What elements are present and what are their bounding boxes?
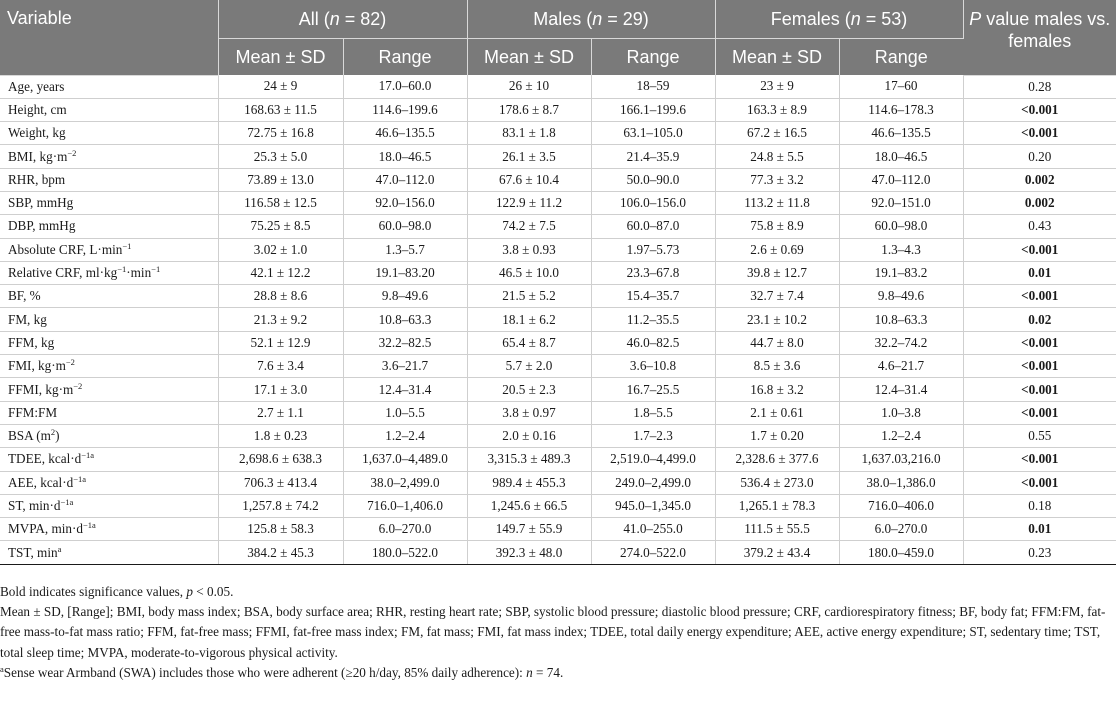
- pvalue-cell: 0.28: [963, 75, 1116, 98]
- females-mean-cell: 113.2 ± 11.8: [715, 191, 839, 214]
- pvalue-cell: <0.001: [963, 378, 1116, 401]
- table-row: [0, 401, 1116, 424]
- variable-label: TDEE, kcal·d: [8, 451, 82, 467]
- variable-cell: [0, 168, 218, 191]
- females-range-cell: 12.4–31.4: [839, 378, 963, 401]
- table-row: [0, 98, 1116, 121]
- males-mean-cell: 3.8 ± 0.97: [467, 401, 591, 424]
- females-range-cell: 10.8–63.3: [839, 308, 963, 331]
- variable-label-tail: ): [55, 428, 60, 444]
- table-row: [0, 75, 1116, 98]
- variable-cell: [0, 98, 218, 121]
- females-range-header: Range: [839, 39, 963, 76]
- table-row: [0, 378, 1116, 401]
- variable-label: RHR, bpm: [8, 171, 66, 187]
- variable-cell: [0, 424, 218, 447]
- males-mean-cell: 122.9 ± 11.2: [467, 191, 591, 214]
- all-range-cell: 3.6–21.7: [343, 355, 467, 378]
- females-mean-cell: 379.2 ± 43.4: [715, 541, 839, 564]
- variable-label: Age, years: [8, 78, 65, 94]
- males-range-cell: 21.4–35.9: [591, 145, 715, 168]
- females-mean-cell: 536.4 ± 273.0: [715, 471, 839, 494]
- table-row: [0, 308, 1116, 331]
- variable-cell: [0, 494, 218, 517]
- variable-label: FFM, kg: [8, 334, 55, 350]
- abbreviations-note: Mean ± SD, [Range]; BMI, body mass index; BSA, body surface area; RHR, resting heart rate; SBP, systolic blood pressure; diastolic blood pressure; CRF, cardiorespiratory fitness; BF, body fat; FFM:FM, fat-free mass-to-fat mass ratio; FFM, fat-free mass; FFMI, fat-free mass index; FM, fat mass; FMI, fat mass index; TDEE, total daily energy expenditure; AEE, active energy expenditure; ST, sedentary time; TST, total sleep time; MVPA, moderate-to-vigorous physical activity.: [0, 604, 1106, 660]
- pvalue-cell: <0.001: [963, 122, 1116, 145]
- all-mean-cell: 384.2 ± 45.3: [218, 541, 343, 564]
- females-range-cell: 18.0–46.5: [839, 145, 963, 168]
- males-mean-cell: 392.3 ± 48.0: [467, 541, 591, 564]
- pvalue-cell: <0.001: [963, 355, 1116, 378]
- variable-cell: [0, 122, 218, 145]
- pvalue-cell: <0.001: [963, 401, 1116, 424]
- all-mean-cell: 72.75 ± 16.8: [218, 122, 343, 145]
- females-mean-cell: 2.6 ± 0.69: [715, 238, 839, 261]
- females-range-cell: 46.6–135.5: [839, 122, 963, 145]
- males-range-cell: 166.1–199.6: [591, 98, 715, 121]
- pvalue-cell: 0.002: [963, 168, 1116, 191]
- variable-label: Weight, kg: [8, 125, 66, 141]
- table-row: [0, 518, 1116, 541]
- females-mean-cell: 2.1 ± 0.61: [715, 401, 839, 424]
- unit-superscript: −1a: [73, 473, 87, 484]
- all-range-cell: 17.0–60.0: [343, 75, 467, 98]
- females-range-cell: 17–60: [839, 75, 963, 98]
- pvalue-cell: <0.001: [963, 471, 1116, 494]
- variable-label: SBP, mmHg: [8, 195, 74, 211]
- pvalue-cell: <0.001: [963, 331, 1116, 354]
- males-mean-cell: 3.8 ± 0.93: [467, 238, 591, 261]
- variable-cell: [0, 331, 218, 354]
- table-row: [0, 145, 1116, 168]
- all-range-cell: 18.0–46.5: [343, 145, 467, 168]
- all-range-cell: 1.3–5.7: [343, 238, 467, 261]
- variable-cell: [0, 261, 218, 284]
- variable-cell: [0, 541, 218, 564]
- all-range-cell: 1,637.0–4,489.0: [343, 448, 467, 471]
- pvalue-cell: <0.001: [963, 238, 1116, 261]
- variable-cell: [0, 448, 218, 471]
- table-row: [0, 448, 1116, 471]
- males-range-cell: 106.0–156.0: [591, 191, 715, 214]
- all-mean-cell: 21.3 ± 9.2: [218, 308, 343, 331]
- males-mean-cell: 26 ± 10: [467, 75, 591, 98]
- variable-label: Height, cm: [8, 101, 67, 117]
- females-mean-cell: 77.3 ± 3.2: [715, 168, 839, 191]
- table-body: [0, 75, 1116, 564]
- males-range-cell: 945.0–1,345.0: [591, 494, 715, 517]
- table-row: [0, 191, 1116, 214]
- all-mean-cell: 75.25 ± 8.5: [218, 215, 343, 238]
- all-mean-cell: 24 ± 9: [218, 75, 343, 98]
- unit-superscript: −1: [122, 240, 132, 251]
- pvalue-cell: 0.01: [963, 261, 1116, 284]
- all-mean-cell: 2.7 ± 1.1: [218, 401, 343, 424]
- males-range-cell: 60.0–87.0: [591, 215, 715, 238]
- males-mean-cell: 989.4 ± 455.3: [467, 471, 591, 494]
- females-mean-header: Mean ± SD: [715, 39, 839, 76]
- males-range-header: Range: [591, 39, 715, 76]
- variable-label: FM, kg: [8, 311, 47, 327]
- variable-cell: [0, 285, 218, 308]
- females-mean-cell: 23.1 ± 10.2: [715, 308, 839, 331]
- females-range-cell: 9.8–49.6: [839, 285, 963, 308]
- males-range-cell: 1.97–5.73: [591, 238, 715, 261]
- variable-cell: [0, 401, 218, 424]
- all-mean-cell: 42.1 ± 12.2: [218, 261, 343, 284]
- variable-label: FFMI, kg·m: [8, 381, 74, 397]
- males-range-cell: 11.2–35.5: [591, 308, 715, 331]
- all-range-cell: 1.2–2.4: [343, 424, 467, 447]
- all-mean-header: Mean ± SD: [218, 39, 343, 76]
- all-range-cell: 38.0–2,499.0: [343, 471, 467, 494]
- variable-cell: [0, 75, 218, 98]
- females-range-cell: 47.0–112.0: [839, 168, 963, 191]
- all-range-cell: 1.0–5.5: [343, 401, 467, 424]
- males-mean-cell: 20.5 ± 2.3: [467, 378, 591, 401]
- females-range-cell: 19.1–83.2: [839, 261, 963, 284]
- unit-superscript: a: [57, 543, 62, 554]
- group-header-all: All (n = 82): [218, 0, 467, 39]
- males-mean-cell: 3,315.3 ± 489.3: [467, 448, 591, 471]
- variable-cell: [0, 355, 218, 378]
- males-range-cell: 23.3–67.8: [591, 261, 715, 284]
- unit-superscript: −2: [65, 357, 75, 368]
- females-range-cell: 180.0–459.0: [839, 541, 963, 564]
- males-mean-cell: 26.1 ± 3.5: [467, 145, 591, 168]
- unit-superscript: 2: [50, 427, 56, 438]
- females-mean-cell: 8.5 ± 3.6: [715, 355, 839, 378]
- all-range-cell: 114.6–199.6: [343, 98, 467, 121]
- males-range-cell: 18–59: [591, 75, 715, 98]
- variable-cell: [0, 215, 218, 238]
- males-mean-header: Mean ± SD: [467, 39, 591, 76]
- variable-cell: [0, 145, 218, 168]
- males-mean-cell: 83.1 ± 1.8: [467, 122, 591, 145]
- variable-cell: [0, 238, 218, 261]
- variable-label: DBP, mmHg: [8, 218, 76, 234]
- pvalue-header: P value males vs. females: [963, 0, 1116, 75]
- females-range-cell: 1.0–3.8: [839, 401, 963, 424]
- all-mean-cell: 168.63 ± 11.5: [218, 98, 343, 121]
- table-header: [0, 0, 1116, 75]
- all-range-cell: 6.0–270.0: [343, 518, 467, 541]
- pvalue-cell: 0.23: [963, 541, 1116, 564]
- table-row: [0, 285, 1116, 308]
- variable-header: Variable: [0, 0, 218, 75]
- all-mean-cell: 1,257.8 ± 74.2: [218, 494, 343, 517]
- all-mean-cell: 116.58 ± 12.5: [218, 191, 343, 214]
- pvalue-cell: <0.001: [963, 285, 1116, 308]
- males-mean-cell: 178.6 ± 8.7: [467, 98, 591, 121]
- all-mean-cell: 7.6 ± 3.4: [218, 355, 343, 378]
- males-range-cell: 46.0–82.5: [591, 331, 715, 354]
- group-header-males: Males (n = 29): [467, 0, 715, 39]
- females-mean-cell: 1,265.1 ± 78.3: [715, 494, 839, 517]
- table-row: [0, 215, 1116, 238]
- variable-cell: [0, 378, 218, 401]
- variable-cell: [0, 191, 218, 214]
- table-row: [0, 331, 1116, 354]
- males-range-cell: 274.0–522.0: [591, 541, 715, 564]
- significance-note: Bold indicates significance values, p < 0.05.: [0, 584, 234, 599]
- males-mean-cell: 65.4 ± 8.7: [467, 331, 591, 354]
- males-mean-cell: 5.7 ± 2.0: [467, 355, 591, 378]
- females-mean-cell: 32.7 ± 7.4: [715, 285, 839, 308]
- all-mean-cell: 1.8 ± 0.23: [218, 424, 343, 447]
- females-mean-cell: 2,328.6 ± 377.6: [715, 448, 839, 471]
- females-mean-cell: 163.3 ± 8.9: [715, 98, 839, 121]
- females-mean-cell: 44.7 ± 8.0: [715, 331, 839, 354]
- pvalue-cell: 0.43: [963, 215, 1116, 238]
- all-mean-cell: 125.8 ± 58.3: [218, 518, 343, 541]
- females-range-cell: 114.6–178.3: [839, 98, 963, 121]
- males-mean-cell: 18.1 ± 6.2: [467, 308, 591, 331]
- variable-label: Absolute CRF, L·min: [8, 241, 123, 257]
- all-range-cell: 92.0–156.0: [343, 191, 467, 214]
- all-mean-cell: 2,698.6 ± 638.3: [218, 448, 343, 471]
- males-range-cell: 1.8–5.5: [591, 401, 715, 424]
- variable-cell: [0, 308, 218, 331]
- variable-label: ST, min·d: [8, 497, 61, 513]
- females-range-cell: 1,637.03,216.0: [839, 448, 963, 471]
- all-mean-cell: 25.3 ± 5.0: [218, 145, 343, 168]
- males-range-cell: 3.6–10.8: [591, 355, 715, 378]
- unit-superscript: −1a: [81, 450, 95, 461]
- males-range-cell: 2,519.0–4,499.0: [591, 448, 715, 471]
- all-range-cell: 12.4–31.4: [343, 378, 467, 401]
- all-mean-cell: 706.3 ± 413.4: [218, 471, 343, 494]
- table-row: [0, 541, 1116, 564]
- all-mean-cell: 52.1 ± 12.9: [218, 331, 343, 354]
- females-range-cell: 60.0–98.0: [839, 215, 963, 238]
- group-header-females: Females (n = 53): [715, 0, 963, 39]
- table-row: [0, 424, 1116, 447]
- variable-label: FFM:FM: [8, 404, 58, 420]
- all-mean-cell: 28.8 ± 8.6: [218, 285, 343, 308]
- all-range-cell: 32.2–82.5: [343, 331, 467, 354]
- all-range-cell: 10.8–63.3: [343, 308, 467, 331]
- table-row: [0, 471, 1116, 494]
- males-range-cell: 50.0–90.0: [591, 168, 715, 191]
- females-mean-cell: 75.8 ± 8.9: [715, 215, 839, 238]
- females-range-cell: 38.0–1,386.0: [839, 471, 963, 494]
- variable-label: MVPA, min·d: [8, 521, 83, 537]
- females-mean-cell: 23 ± 9: [715, 75, 839, 98]
- variable-label: FMI, kg·m: [8, 358, 66, 374]
- males-mean-cell: 2.0 ± 0.16: [467, 424, 591, 447]
- unit-superscript: −1a: [83, 520, 96, 531]
- all-range-cell: 60.0–98.0: [343, 215, 467, 238]
- table-row: [0, 261, 1116, 284]
- females-range-cell: 1.2–2.4: [839, 424, 963, 447]
- pvalue-cell: 0.55: [963, 424, 1116, 447]
- males-range-cell: 249.0–2,499.0: [591, 471, 715, 494]
- males-mean-cell: 149.7 ± 55.9: [467, 518, 591, 541]
- table-row: [0, 355, 1116, 378]
- footnote-a: $^a$Sense wear Armband (SWA) includes those who were adherent (≥20 h/day, 85% daily adherence): n = 74.: [0, 663, 564, 680]
- all-range-cell: 47.0–112.0: [343, 168, 467, 191]
- females-mean-cell: 24.8 ± 5.5: [715, 145, 839, 168]
- unit-superscript: −2: [73, 380, 83, 391]
- variable-label: AEE, kcal·d: [8, 474, 74, 490]
- unit-superscript: −1: [117, 264, 127, 275]
- males-mean-cell: 74.2 ± 7.5: [467, 215, 591, 238]
- females-range-cell: 92.0–151.0: [839, 191, 963, 214]
- males-range-cell: 1.7–2.3: [591, 424, 715, 447]
- variable-label: TST, min: [8, 544, 58, 560]
- males-range-cell: 16.7–25.5: [591, 378, 715, 401]
- table-row: [0, 168, 1116, 191]
- all-range-cell: 9.8–49.6: [343, 285, 467, 308]
- variable-cell: [0, 471, 218, 494]
- variable-cell: [0, 518, 218, 541]
- all-range-cell: 716.0–1,406.0: [343, 494, 467, 517]
- females-mean-cell: 67.2 ± 16.5: [715, 122, 839, 145]
- females-range-cell: 32.2–74.2: [839, 331, 963, 354]
- females-range-cell: 1.3–4.3: [839, 238, 963, 261]
- males-range-cell: 63.1–105.0: [591, 122, 715, 145]
- pvalue-cell: <0.001: [963, 98, 1116, 121]
- table-row: [0, 122, 1116, 145]
- males-range-cell: 15.4–35.7: [591, 285, 715, 308]
- males-mean-cell: 1,245.6 ± 66.5: [467, 494, 591, 517]
- all-mean-cell: 3.02 ± 1.0: [218, 238, 343, 261]
- females-range-cell: 6.0–270.0: [839, 518, 963, 541]
- pvalue-cell: <0.001: [963, 448, 1116, 471]
- variable-label: BSA (m: [8, 428, 51, 444]
- males-mean-cell: 46.5 ± 10.0: [467, 261, 591, 284]
- all-mean-cell: 73.89 ± 13.0: [218, 168, 343, 191]
- females-range-cell: 4.6–21.7: [839, 355, 963, 378]
- all-range-header: Range: [343, 39, 467, 76]
- pvalue-cell: 0.002: [963, 191, 1116, 214]
- unit-superscript: −1: [151, 264, 161, 275]
- unit-superscript: −2: [67, 147, 77, 158]
- variable-label: BF, %: [8, 288, 41, 304]
- pvalue-cell: 0.01: [963, 518, 1116, 541]
- males-mean-cell: 21.5 ± 5.2: [467, 285, 591, 308]
- all-range-cell: 46.6–135.5: [343, 122, 467, 145]
- males-range-cell: 41.0–255.0: [591, 518, 715, 541]
- females-mean-cell: 39.8 ± 12.7: [715, 261, 839, 284]
- variable-label: Relative CRF, ml·kg: [8, 265, 118, 281]
- unit-superscript: −1a: [60, 496, 74, 507]
- females-range-cell: 716.0–406.0: [839, 494, 963, 517]
- table-row: [0, 238, 1116, 261]
- variable-label: BMI, kg·m: [8, 148, 68, 164]
- all-mean-cell: 17.1 ± 3.0: [218, 378, 343, 401]
- males-mean-cell: 67.6 ± 10.4: [467, 168, 591, 191]
- females-mean-cell: 16.8 ± 3.2: [715, 378, 839, 401]
- all-range-cell: 19.1–83.20: [343, 261, 467, 284]
- pvalue-cell: 0.20: [963, 145, 1116, 168]
- all-range-cell: 180.0–522.0: [343, 541, 467, 564]
- pvalue-cell: 0.18: [963, 494, 1116, 517]
- pvalue-cell: 0.02: [963, 308, 1116, 331]
- variable-label-tail: ·min: [126, 265, 152, 281]
- females-mean-cell: 111.5 ± 55.5: [715, 518, 839, 541]
- table-row: [0, 494, 1116, 517]
- table-notes: [0, 582, 1112, 683]
- females-mean-cell: 1.7 ± 0.20: [715, 424, 839, 447]
